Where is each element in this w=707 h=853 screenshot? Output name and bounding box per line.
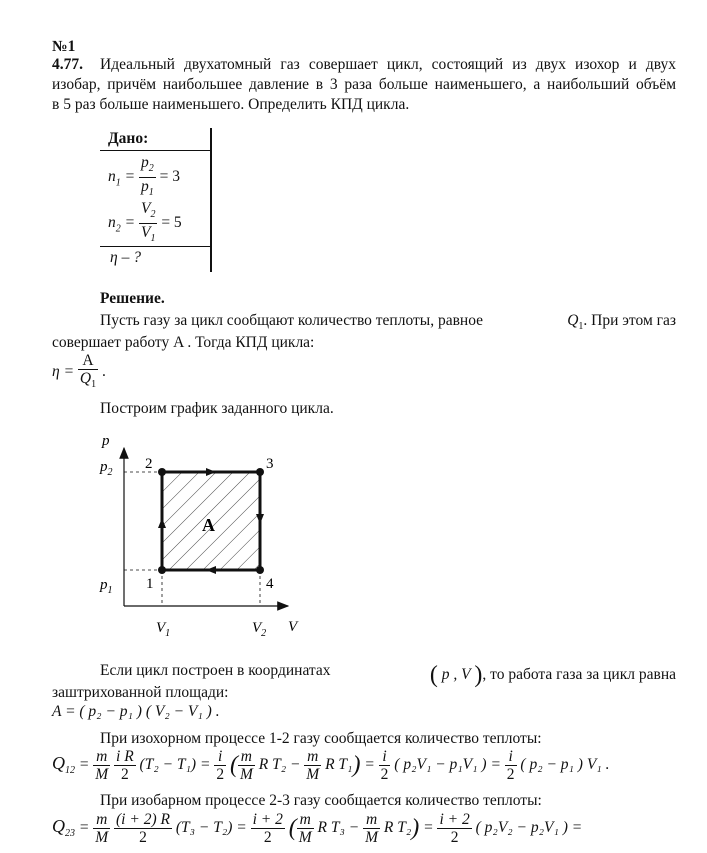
- p1-label: $p_1$: [100, 577, 113, 596]
- given-top-line: [100, 150, 210, 151]
- problem-id: 4.77.: [52, 56, 83, 73]
- iso12-text: При изохорном процессе 1-2 газу сообщается количество теплоты:: [100, 730, 542, 747]
- point-4-label: 4: [266, 576, 274, 592]
- v1-label: $V_1$: [156, 620, 171, 639]
- solution-para1-line2: совершает работу A . Тогда КПД цикла:: [52, 334, 315, 351]
- problem-text-line2: изобар, причём наибольшее давление в 3 раза больше наименьшего, а наибольший объём: [52, 76, 676, 93]
- solution-para1-line1: Пусть газу за цикл сообщают количество теплоты, равное $Q_1$. При этом газ: [100, 312, 676, 333]
- p2-label: $p_2$: [100, 459, 113, 478]
- given-n2: $n_2$ = $\frac{V_2}{V_1}$ = 5: [108, 200, 182, 247]
- v2-label: $V_2$: [252, 620, 267, 639]
- given-bottom-line: [100, 246, 210, 247]
- axis-p-label: p: [102, 433, 110, 449]
- point-1-label: 1: [146, 576, 154, 592]
- point-2-label: 2: [145, 456, 153, 472]
- solution-title: Решение.: [100, 290, 165, 307]
- point-3-label: 3: [266, 456, 274, 472]
- point-3: [256, 468, 264, 476]
- given-block: [100, 128, 212, 272]
- given-vertical-line: [210, 128, 212, 272]
- q12-formula: $Q_{12}$ = $\frac{m}{M}$ $\frac{\text{i R}}{2}$ (T₂ − T₁) = $\frac{i}{2}$ ( $\frac{m}{M}$ R T₂ − $\frac{m}{M}$ R T₁) = $\frac{i}{2}$ ( p₂V₁ − p₁V₁ ) = $\frac{i}{2}$ ( p₂ − p₁ ) V₁ .: [52, 748, 610, 783]
- cycle-text-line2: заштрихованной площади:: [52, 684, 229, 701]
- graph-intro: Построим график заданного цикла.: [100, 400, 334, 417]
- axis-v-label: V: [288, 619, 298, 635]
- iso23-text: При изобарном процессе 2-3 газу сообщается количество теплоты:: [100, 792, 542, 809]
- cycle-text-line1: Если цикл построен в координатах ( p , V ), то работа газа за цикл равна: [100, 662, 676, 688]
- given-n1-fraction: $\frac{p_2}{p_1}$: [140, 154, 154, 199]
- given-n2-fraction: $\frac{V_2}{V_1}$: [140, 200, 156, 245]
- problem-text-line1: Идеальный двухатомный газ совершает цикл, состоящий из двух изохор и двух: [100, 56, 676, 73]
- problem-number: №1: [52, 38, 76, 55]
- given-find: η – ?: [110, 249, 141, 266]
- eta-formula: η = $\frac{A}{Q_1}$ .: [52, 352, 106, 391]
- area-label: A: [202, 515, 215, 535]
- point-2: [158, 468, 166, 476]
- point-1: [158, 566, 166, 574]
- q23-formula: $Q_{23}$ = $\frac{m}{M}$ $\frac{(i + 2) R}{2}$ (T₃ − T₂) = $\frac{i + 2}{2}$ ( $\frac{m}{M}$ R T₃ − $\frac{m}{M}$ R T₂) = $\frac{i + 2}{2}$ ( p₂V₂ − p₂V₁ ) =: [52, 811, 583, 846]
- point-4: [256, 566, 264, 574]
- work-formula: A = ( p₂ − p₁ ) ( V₂ − V₁ ) .: [52, 703, 220, 720]
- problem-text-line3: в 5 раз больше наименьшего. Определить КПД цикла.: [52, 96, 410, 113]
- given-n1: $n_1$ = $\frac{p_2}{p_1}$ = 3: [108, 154, 180, 201]
- cycle-graph: [90, 428, 310, 648]
- given-title: Дано:: [108, 130, 149, 147]
